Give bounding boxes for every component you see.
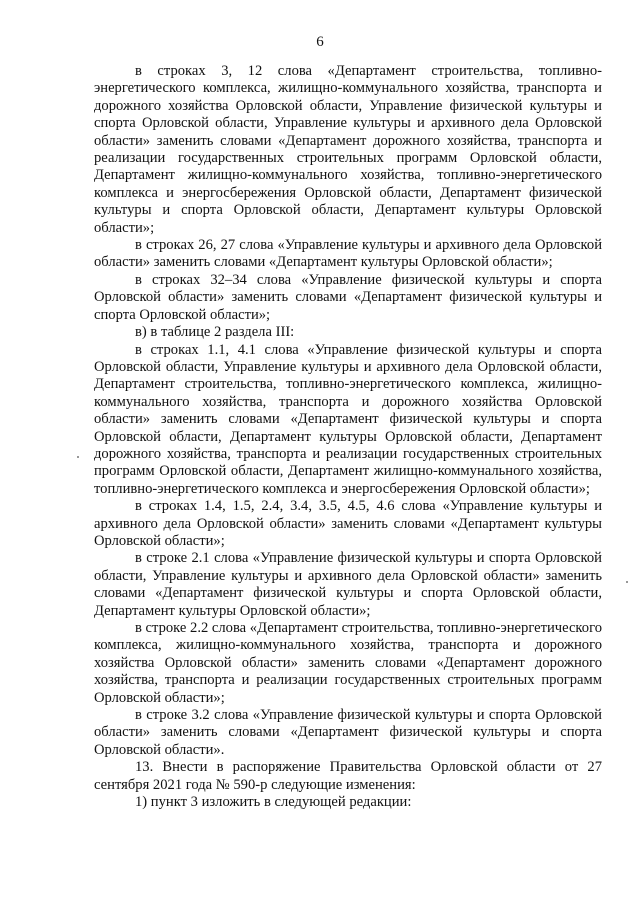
scan-speck bbox=[77, 456, 79, 458]
paragraph-1: в строках 3, 12 слова «Департамент строительства, топливно-энергетического комплекса, жилищно-коммунального хозяйства, транспорта и дорожного хозяйства Орловской области, Управление физической культуры и спорта Орловской области, Управление культуры и архивного дела Орловской области» заменить словами «Департамент дорожного хозяйства, транспорта и реализации государственных строительных программ Орловской области, Департамент жилищно-коммунального хозяйства, топливно-энергетического комплекса и энергосбережения Орловской области, Департамент физической культуры и спорта Орловской области, Департамент культуры Орловской области»; bbox=[94, 63, 602, 236]
paragraph-11: 1) пункт 3 изложить в следующей редакции: bbox=[135, 794, 412, 811]
scan-speck bbox=[626, 581, 628, 583]
paragraph-6: в строках 1.4, 1.5, 2.4, 3.4, 3.5, 4.5, 4.6 слова «Управление культуры и архивного дела Орловской области» заменить словами «Департамент культуры Орловской области»; bbox=[94, 498, 602, 549]
paragraph-2: в строках 26, 27 слова «Управление культуры и архивного дела Орловской области» заменить словами «Департамент культуры Орловской области»; bbox=[94, 237, 602, 271]
paragraph-8: в строке 2.2 слова «Департамент строительства, топливно-энергетического комплекса, жилищно-коммунального хозяйства, транспорта и дорожного хозяйства Орловской области» заменить словами «Департамент дорожного хозяйства, транспорта и реализации государственных строительных программ Орловской области»; bbox=[94, 620, 602, 706]
paragraph-3: в строках 32–34 слова «Управление физической культуры и спорта Орловской области» заменить словами «Департамент физической культуры и спорта Орловской области»; bbox=[94, 271, 602, 323]
paragraph-7: в строке 2.1 слова «Управление физической культуры и спорта Орловской области, Управление культуры и архивного дела Орловской области» заменить словами «Департамент физической культуры и спорта Орловской области, Департамент культуры Орловской области»; bbox=[94, 550, 602, 619]
paragraph-5: в строках 1.1, 4.1 слова «Управление физической культуры и спорта Орловской области, Управление культуры и архивного дела Орловской области, Департамент строительства, топливно-энергетического комплекса, жилищно-коммунального хозяйства, транспорта и дорожного хозяйства Орловской области» заменить словами «Департамент физической культуры и спорта Орловской области, Департамент культуры Орловской области, Департамент дорожного хозяйства, транспорта и реализации государственных строительных программ Орловской области, Департамент жилищно-коммунального хозяйства, топливно-энергетического комплекса и энергосбережения Орловской области»; bbox=[94, 341, 602, 497]
paragraph-4: в) в таблице 2 раздела III: bbox=[135, 324, 295, 341]
paragraph-9: в строке 3.2 слова «Управление физической культуры и спорта Орловской области» заменить словами «Департамент физической культуры и спорта Орловской области». bbox=[94, 707, 602, 758]
document-body bbox=[94, 63, 602, 811]
paragraph-10: 13. Внести в распоряжение Правительства Орловской области от 27 сентября 2021 года № 590-р следующие изменения: bbox=[94, 759, 602, 793]
page-number: 6 bbox=[316, 34, 324, 50]
